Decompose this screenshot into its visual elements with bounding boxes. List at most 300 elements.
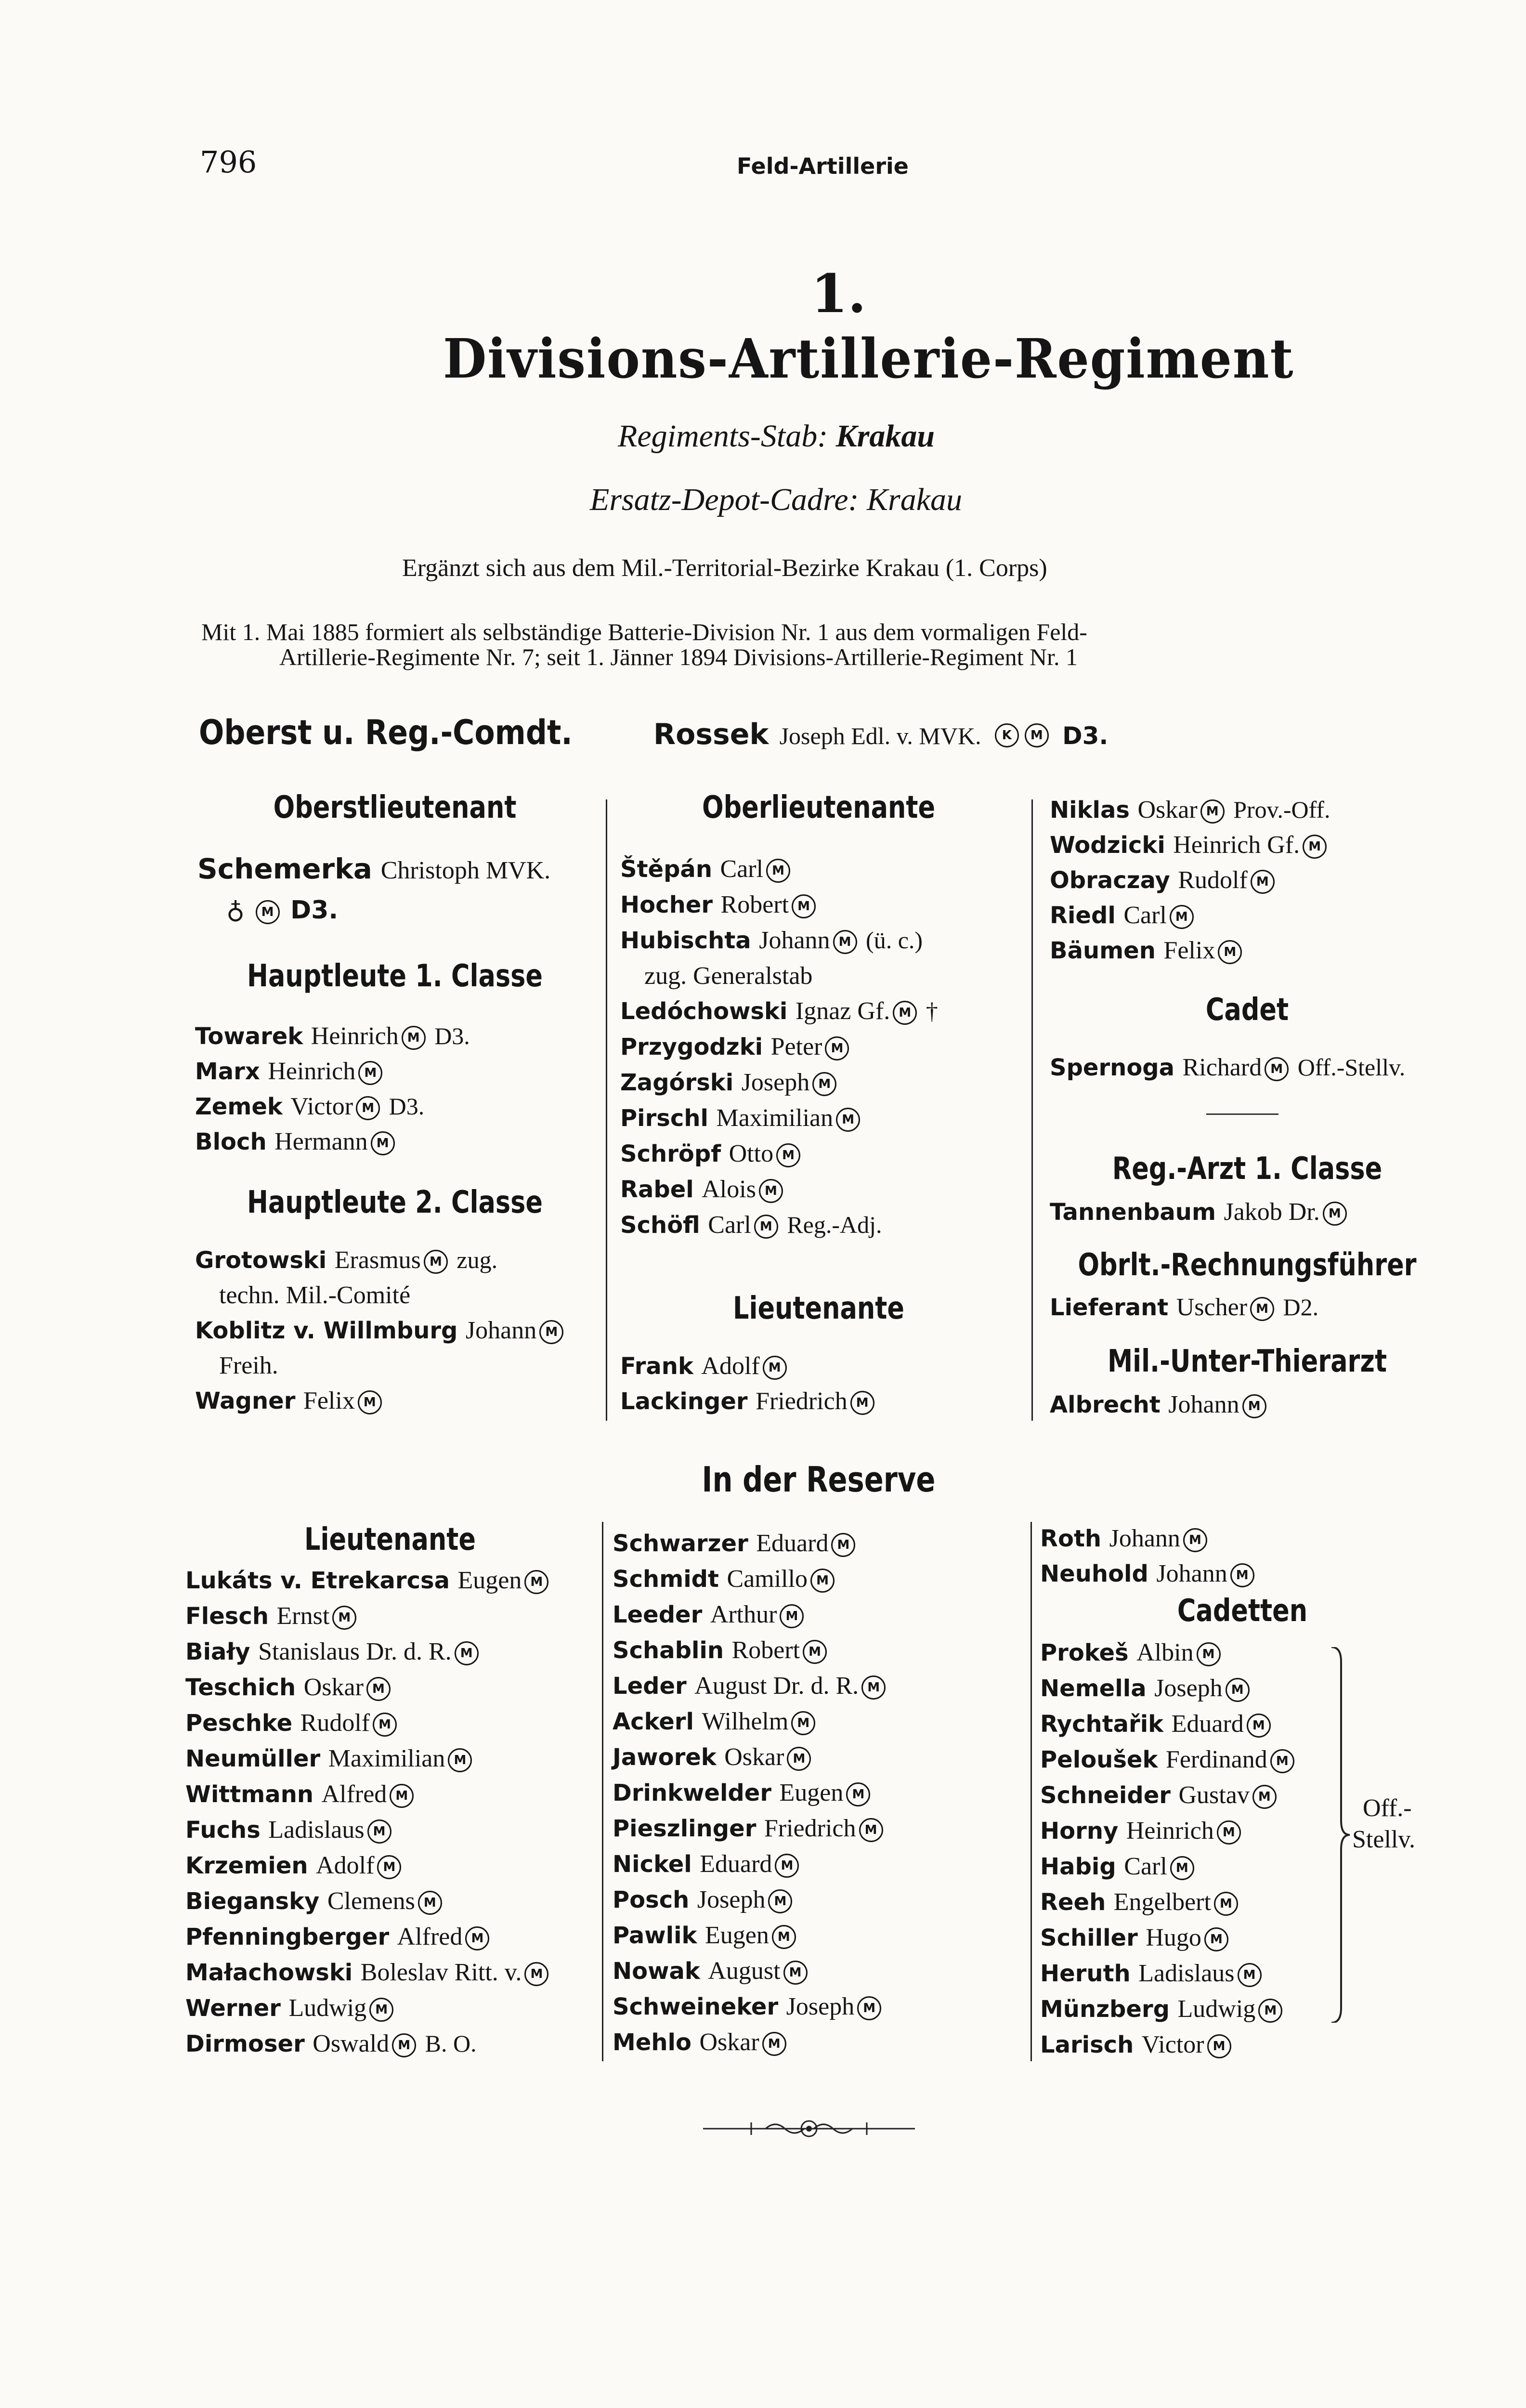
given-name: Felix [1163, 937, 1215, 964]
m-badge-icon: M [332, 1606, 356, 1630]
m-badge-icon: M [772, 1925, 796, 1949]
rf-list [1050, 1290, 1318, 1325]
m-badge-icon: M [893, 1001, 917, 1025]
name-entry [1040, 2027, 1297, 2063]
surname: Wagner [195, 1387, 296, 1414]
name-entry [195, 1348, 566, 1383]
given-name: Alfred [321, 1780, 387, 1808]
given-name: Erasmus [334, 1246, 421, 1274]
cadetten-list [1040, 1635, 1297, 2063]
given-name: Heinrich [1126, 1817, 1214, 1845]
m-badge-icon: M [792, 894, 816, 918]
surname: Wodzicki [1050, 832, 1165, 859]
brace-icon [1322, 1647, 1351, 2023]
given-name: Joseph [741, 1069, 810, 1096]
given-name: Oskar [724, 1743, 784, 1771]
m-badge-icon: M [1303, 835, 1327, 859]
surname: Nemella [1040, 1675, 1147, 1702]
given-name: Johann [1156, 1560, 1227, 1587]
surname: Pieszlinger [613, 1815, 756, 1842]
entry-note: D2. [1277, 1294, 1319, 1321]
reserve-col2-list [613, 1526, 888, 2060]
column-divider [606, 799, 607, 1421]
given-name: Carl [1123, 902, 1167, 929]
name-entry [185, 1777, 551, 1812]
commander-given: Joseph Edl. v. MVK. [779, 722, 981, 749]
m-badge-icon: M [768, 1889, 792, 1913]
name-entry [620, 851, 938, 887]
name-entry [195, 1243, 566, 1278]
name-entry [620, 1136, 938, 1172]
given-name: Joseph [786, 1993, 855, 2020]
given-name: Albin [1136, 1639, 1194, 1666]
surname: Grotowski [195, 1247, 327, 1274]
surname: Leder [613, 1673, 687, 1700]
m-badge-icon: M [424, 1250, 448, 1274]
surname: Roth [1040, 1525, 1102, 1552]
name-entry [613, 1775, 888, 1811]
given-name: Oswald [313, 2030, 390, 2057]
m-badge-icon: M [846, 1782, 870, 1806]
surname: Małachowski [185, 1959, 353, 1986]
given-name: Felix [303, 1387, 355, 1414]
given-name: Carl [708, 1211, 751, 1239]
surname: Schneider [1040, 1782, 1171, 1809]
given-name: Eugen [704, 1922, 769, 1949]
surname: Ledóchowski [620, 998, 788, 1025]
surname: Rabel [620, 1176, 694, 1203]
oblt-heading: Oberlieutenante [702, 790, 936, 825]
surname: Neuhold [1040, 1560, 1148, 1587]
oblt-list [620, 851, 938, 1243]
depot-place: Krakau [867, 482, 962, 517]
name-entry [620, 1348, 877, 1384]
m-badge-icon: M [1170, 905, 1194, 929]
name-entry [185, 1634, 551, 1670]
cadet-list [1050, 1050, 1405, 1085]
name-entry [185, 1919, 551, 1955]
given-name: Ignaz Gf. [795, 997, 890, 1025]
surname: Schröpf [620, 1140, 721, 1167]
oberstlt-given: Christoph MVK. [380, 857, 551, 884]
surname: Peloušek [1040, 1746, 1158, 1773]
m-badge-icon: M [1025, 723, 1049, 747]
surname: Fuchs [185, 1817, 261, 1844]
m-badge-icon: M [1251, 870, 1275, 894]
name-entry [1050, 863, 1330, 898]
given-name: Otto [729, 1140, 774, 1167]
given-name: Ludwig [1177, 1995, 1256, 2023]
given-name: Johann [1168, 1391, 1239, 1418]
surname: Schweineker [613, 1993, 779, 2020]
given-name: zug. Generalstab [644, 962, 813, 990]
given-name: Ladislaus [1138, 1960, 1235, 1987]
oberstlt-surname: Schemerka [197, 852, 372, 885]
oberstlt-heading: Oberstlieutenant [273, 790, 517, 825]
m-badge-icon: M [1242, 1394, 1266, 1418]
given-name: Richard [1182, 1054, 1262, 1081]
surname: Bloch [195, 1128, 267, 1155]
name-entry [1050, 1290, 1318, 1325]
k-badge-icon: K [995, 723, 1019, 747]
surname: Jaworek [613, 1744, 717, 1771]
surname: Schablin [613, 1637, 724, 1664]
name-entry [620, 1029, 938, 1065]
m-badge-icon: M [1207, 2034, 1231, 2058]
m-badge-icon: M [1270, 1749, 1294, 1773]
order-cross-icon: ♁ [226, 896, 245, 925]
m-badge-icon: M [1218, 940, 1242, 964]
name-entry [620, 1384, 877, 1419]
m-badge-icon: M [256, 900, 280, 924]
name-entry [185, 1848, 551, 1884]
name-entry [1050, 898, 1330, 933]
given-name: Victor [1141, 2031, 1204, 2058]
m-badge-icon: M [358, 1061, 382, 1085]
name-entry [1040, 1885, 1297, 1920]
surname: Münzberg [1040, 1996, 1170, 2023]
name-entry [613, 1740, 888, 1775]
given-name: Ludwig [288, 1994, 367, 2022]
name-entry [195, 1278, 566, 1313]
name-entry [1050, 1194, 1350, 1230]
surname: Schmidt [613, 1566, 719, 1593]
given-name: techn. Mil.-Comité [219, 1282, 411, 1309]
given-name: Alfred [397, 1923, 463, 1950]
m-badge-icon: M [369, 1998, 393, 2022]
surname: Posch [613, 1886, 690, 1913]
m-badge-icon: M [418, 1891, 442, 1915]
given-name: Wilhelm [702, 1708, 789, 1735]
surname: Przygodzki [620, 1034, 763, 1060]
given-name: Joseph [697, 1886, 766, 1913]
m-badge-icon: M [1252, 1785, 1277, 1809]
surname: Prokeš [1040, 1639, 1129, 1666]
commander-suffix: D3. [1062, 722, 1109, 750]
m-badge-icon: M [465, 1926, 489, 1950]
name-entry [1050, 1050, 1405, 1085]
commander-surname: Rossek [653, 718, 769, 751]
m-badge-icon: M [1197, 1642, 1221, 1666]
surname: Štěpán [620, 856, 712, 883]
name-entry [620, 1172, 938, 1207]
surname: Teschich [185, 1674, 296, 1701]
m-badge-icon: M [857, 1996, 881, 2020]
given-name: Eduard [756, 1530, 829, 1557]
given-name: Oskar [303, 1674, 364, 1701]
m-badge-icon: M [787, 1747, 811, 1771]
bracket-label-2: Stellv. [1352, 1826, 1415, 1853]
surname: Schwarzer [613, 1530, 748, 1557]
entry-note: D3. [383, 1093, 425, 1120]
surname: Nowak [613, 1958, 700, 1985]
surname: Marx [195, 1058, 260, 1085]
surname: Biały [185, 1638, 250, 1665]
name-entry [620, 1065, 938, 1100]
m-badge-icon: M [759, 1179, 783, 1203]
given-name: Ernst [276, 1602, 330, 1630]
m-badge-icon: M [1226, 1678, 1250, 1702]
name-entry [1040, 1778, 1297, 1813]
given-name: Robert [731, 1636, 800, 1664]
name-entry [1040, 1706, 1297, 1742]
name-entry [613, 2025, 888, 2060]
name-entry [185, 1705, 551, 1741]
regiment-title: Divisions-Artillerie-Regiment [443, 327, 1294, 391]
entry-note: B. O. [419, 2030, 477, 2057]
m-badge-icon: M [776, 1143, 800, 1167]
given-name: Freih. [219, 1352, 278, 1379]
m-badge-icon: M [861, 1675, 886, 1700]
name-entry [1040, 1991, 1297, 2027]
given-name: Oskar [699, 2028, 759, 2056]
m-badge-icon: M [791, 1711, 815, 1735]
given-name: Clemens [327, 1887, 415, 1915]
given-name: Joseph [1154, 1675, 1223, 1702]
given-name: Maximilian [328, 1745, 445, 1772]
commander-rank: Oberst u. Reg.-Comdt. [199, 713, 573, 752]
staff-place: Krakau [835, 419, 935, 454]
name-entry [613, 1846, 888, 1882]
entry-note: D3. [428, 1022, 470, 1049]
name-entry [1040, 1813, 1297, 1849]
m-badge-icon: M [1230, 1563, 1254, 1587]
staff-line [618, 418, 935, 455]
entry-note: Reg.-Adj. [781, 1211, 882, 1238]
m-badge-icon: M [1238, 1963, 1262, 1987]
given-name: Heinrich [311, 1022, 399, 1050]
surname: Pawlik [613, 1922, 697, 1949]
given-name: Eugen [779, 1779, 844, 1806]
rf-heading: Obrlt.-Rechnungsführer [1078, 1247, 1417, 1283]
name-entry [620, 887, 938, 923]
given-name: Jakob Dr. [1224, 1198, 1320, 1226]
m-badge-icon: M [371, 1131, 395, 1155]
given-name: August [708, 1957, 781, 1985]
short-divider [1206, 1113, 1278, 1115]
given-name: Victor [290, 1093, 353, 1120]
surname: Bäumen [1050, 937, 1156, 964]
m-badge-icon: M [539, 1320, 563, 1344]
given-name: Boleslav Ritt. v. [360, 1959, 522, 1986]
surname: Reeh [1040, 1889, 1106, 1916]
m-badge-icon: M [762, 2032, 786, 2056]
m-badge-icon: M [402, 1026, 426, 1050]
surname: Leeder [613, 1601, 703, 1628]
given-name: Heinrich [268, 1058, 356, 1085]
surname: Nickel [613, 1851, 692, 1878]
running-title: Feld-Artillerie [737, 153, 909, 179]
reserve-lt-heading: Lieutenante [304, 1522, 476, 1557]
m-badge-icon: M [1247, 1714, 1271, 1738]
m-badge-icon: M [1200, 799, 1225, 824]
m-badge-icon: M [448, 1748, 472, 1772]
name-entry [613, 1561, 888, 1597]
name-entry [620, 958, 938, 994]
m-badge-icon: M [1323, 1202, 1347, 1226]
cadet-heading: Cadet [1205, 992, 1289, 1028]
given-name: Eduard [700, 1850, 772, 1878]
name-entry [1050, 933, 1330, 968]
m-badge-icon: M [810, 1569, 835, 1593]
surname: Lieferant [1050, 1294, 1169, 1321]
name-entry [620, 994, 938, 1029]
surname: Hocher [620, 891, 713, 918]
arzt-heading: Reg.-Arzt 1. Classe [1112, 1151, 1383, 1187]
m-badge-icon: M [367, 1819, 391, 1844]
m-badge-icon: M [763, 1356, 787, 1380]
given-name: Stanislaus Dr. d. R. [258, 1638, 452, 1665]
given-name: Ladislaus [268, 1816, 365, 1844]
name-entry [613, 1633, 888, 1668]
surname: Pfenningberger [185, 1924, 390, 1950]
depot-line [590, 482, 962, 518]
surname: Albrecht [1050, 1391, 1161, 1418]
surname: Dirmoser [185, 2030, 305, 2057]
cadetten-heading: Cadetten [1177, 1593, 1308, 1629]
history-line-1: Mit 1. Mai 1885 formiert als selbständige Batterie-Division Nr. 1 aus dem vormaligen Feld- [201, 618, 1087, 645]
m-badge-icon: M [803, 1640, 827, 1664]
surname: Zemek [195, 1093, 283, 1120]
surname: Towarek [195, 1023, 303, 1050]
surname: Habig [1040, 1853, 1116, 1880]
m-badge-icon: M [1217, 1820, 1241, 1845]
commander-line [199, 713, 1108, 752]
name-entry [1040, 1920, 1297, 1956]
name-entry [613, 1989, 888, 2025]
given-name: Eugen [457, 1567, 522, 1594]
name-entry [1040, 1849, 1297, 1885]
m-badge-icon: M [1265, 1057, 1289, 1081]
m-badge-icon: M [1250, 1297, 1274, 1321]
given-name: Alois [702, 1176, 756, 1203]
name-entry [613, 1953, 888, 1989]
surname: Larisch [1040, 2031, 1134, 2058]
name-entry [613, 1704, 888, 1740]
given-name: Robert [720, 891, 789, 918]
name-entry [185, 1563, 551, 1598]
ornament-icon [703, 2117, 915, 2141]
surname: Schöfl [620, 1212, 700, 1239]
m-badge-icon: M [833, 930, 857, 954]
m-badge-icon: M [356, 1096, 380, 1120]
name-entry [613, 1597, 888, 1633]
surname: Tannenbaum [1050, 1199, 1216, 1226]
surname: Krzemien [185, 1852, 308, 1879]
given-name: Friedrich [756, 1387, 848, 1415]
hpt1-heading: Hauptleute 1. Classe [247, 958, 543, 994]
name-entry [185, 1741, 551, 1777]
reserve-heading: In der Reserve [702, 1459, 936, 1500]
given-name: Carl [1124, 1853, 1167, 1880]
m-badge-icon: M [524, 1570, 548, 1594]
given-name: Ferdinand [1165, 1746, 1267, 1773]
name-entry [1040, 1635, 1297, 1671]
name-entry [1040, 1671, 1297, 1706]
name-entry [1050, 792, 1330, 827]
given-name: Rudolf [300, 1709, 370, 1737]
m-badge-icon: M [524, 1962, 548, 1986]
surname: Spernoga [1050, 1054, 1175, 1081]
name-entry [195, 1383, 566, 1418]
surname: Zagórski [620, 1069, 734, 1096]
given-name: Hermann [274, 1128, 368, 1155]
name-entry [185, 1598, 551, 1634]
history-line-2: Artillerie-Regimente Nr. 7; seit 1. Jänner 1894 Divisions-Artillerie-Regiment Nr. 1 [279, 643, 1078, 670]
arzt-list [1050, 1194, 1350, 1230]
surname: Obraczay [1050, 867, 1170, 894]
reserve-col3-top-list [1040, 1521, 1257, 1591]
name-entry [613, 1668, 888, 1704]
column-divider [1030, 1522, 1032, 2061]
surname: Heruth [1040, 1960, 1131, 1987]
oberstlt-entry-cont [226, 896, 338, 925]
given-name: Adolf [316, 1852, 375, 1879]
m-badge-icon: M [455, 1641, 479, 1665]
oberstlt-suffix: D3. [290, 896, 339, 925]
surname: Lackinger [620, 1388, 748, 1415]
entry-note: Prov.-Off. [1227, 796, 1330, 823]
ta-heading: Mil.-Unter-Thierarzt [1107, 1344, 1387, 1379]
given-name: Heinrich Gf. [1173, 831, 1300, 859]
m-badge-icon: M [1183, 1528, 1207, 1552]
name-entry [185, 1990, 551, 2026]
given-name: Hugo [1146, 1924, 1201, 1951]
m-badge-icon: M [766, 859, 790, 883]
surname: Hubischta [620, 927, 751, 954]
m-badge-icon: M [850, 1391, 874, 1415]
given-name: Uscher [1176, 1294, 1248, 1321]
m-badge-icon: M [754, 1215, 778, 1239]
oberstlt-entry [197, 852, 550, 885]
regiment-number: 1. [811, 262, 866, 325]
name-entry [1050, 1387, 1269, 1422]
m-badge-icon: M [373, 1713, 397, 1737]
given-name: Rudolf [1178, 866, 1248, 894]
name-entry [613, 1811, 888, 1846]
surname: Peschke [185, 1710, 293, 1737]
surname: Drinkwelder [613, 1780, 771, 1806]
m-badge-icon: M [825, 1036, 849, 1060]
m-badge-icon: M [392, 2033, 416, 2057]
given-name: Camillo [727, 1565, 808, 1593]
col3-top-list [1050, 792, 1330, 968]
surname: Frank [620, 1353, 693, 1380]
m-badge-icon: M [831, 1533, 855, 1557]
surname: Ackerl [613, 1708, 694, 1735]
m-badge-icon: M [1258, 1999, 1282, 2023]
recruitment-line: Ergänzt sich aus dem Mil.-Territorial-Bezirke Krakau (1. Corps) [402, 554, 1047, 582]
name-entry [620, 923, 938, 958]
m-badge-icon: M [836, 1108, 860, 1132]
name-entry [1050, 827, 1330, 863]
surname: Biegansky [185, 1888, 320, 1915]
surname: Lukáts v. Etrekarcsa [185, 1567, 450, 1594]
given-name: Adolf [701, 1352, 760, 1380]
name-entry [185, 1955, 551, 1990]
lt-heading: Lieutenante [733, 1291, 904, 1326]
hpt1-list [195, 1019, 470, 1159]
given-name: Johann [465, 1317, 537, 1344]
surname: Neumüller [185, 1745, 321, 1772]
name-entry [1040, 1556, 1257, 1591]
depot-label: Ersatz-Depot-Cadre: [590, 482, 859, 517]
name-entry [1040, 1956, 1297, 1991]
given-name: Carl [720, 855, 764, 883]
page-number: 796 [200, 144, 257, 180]
given-name: Arthur [710, 1601, 777, 1628]
name-entry [185, 1884, 551, 1919]
